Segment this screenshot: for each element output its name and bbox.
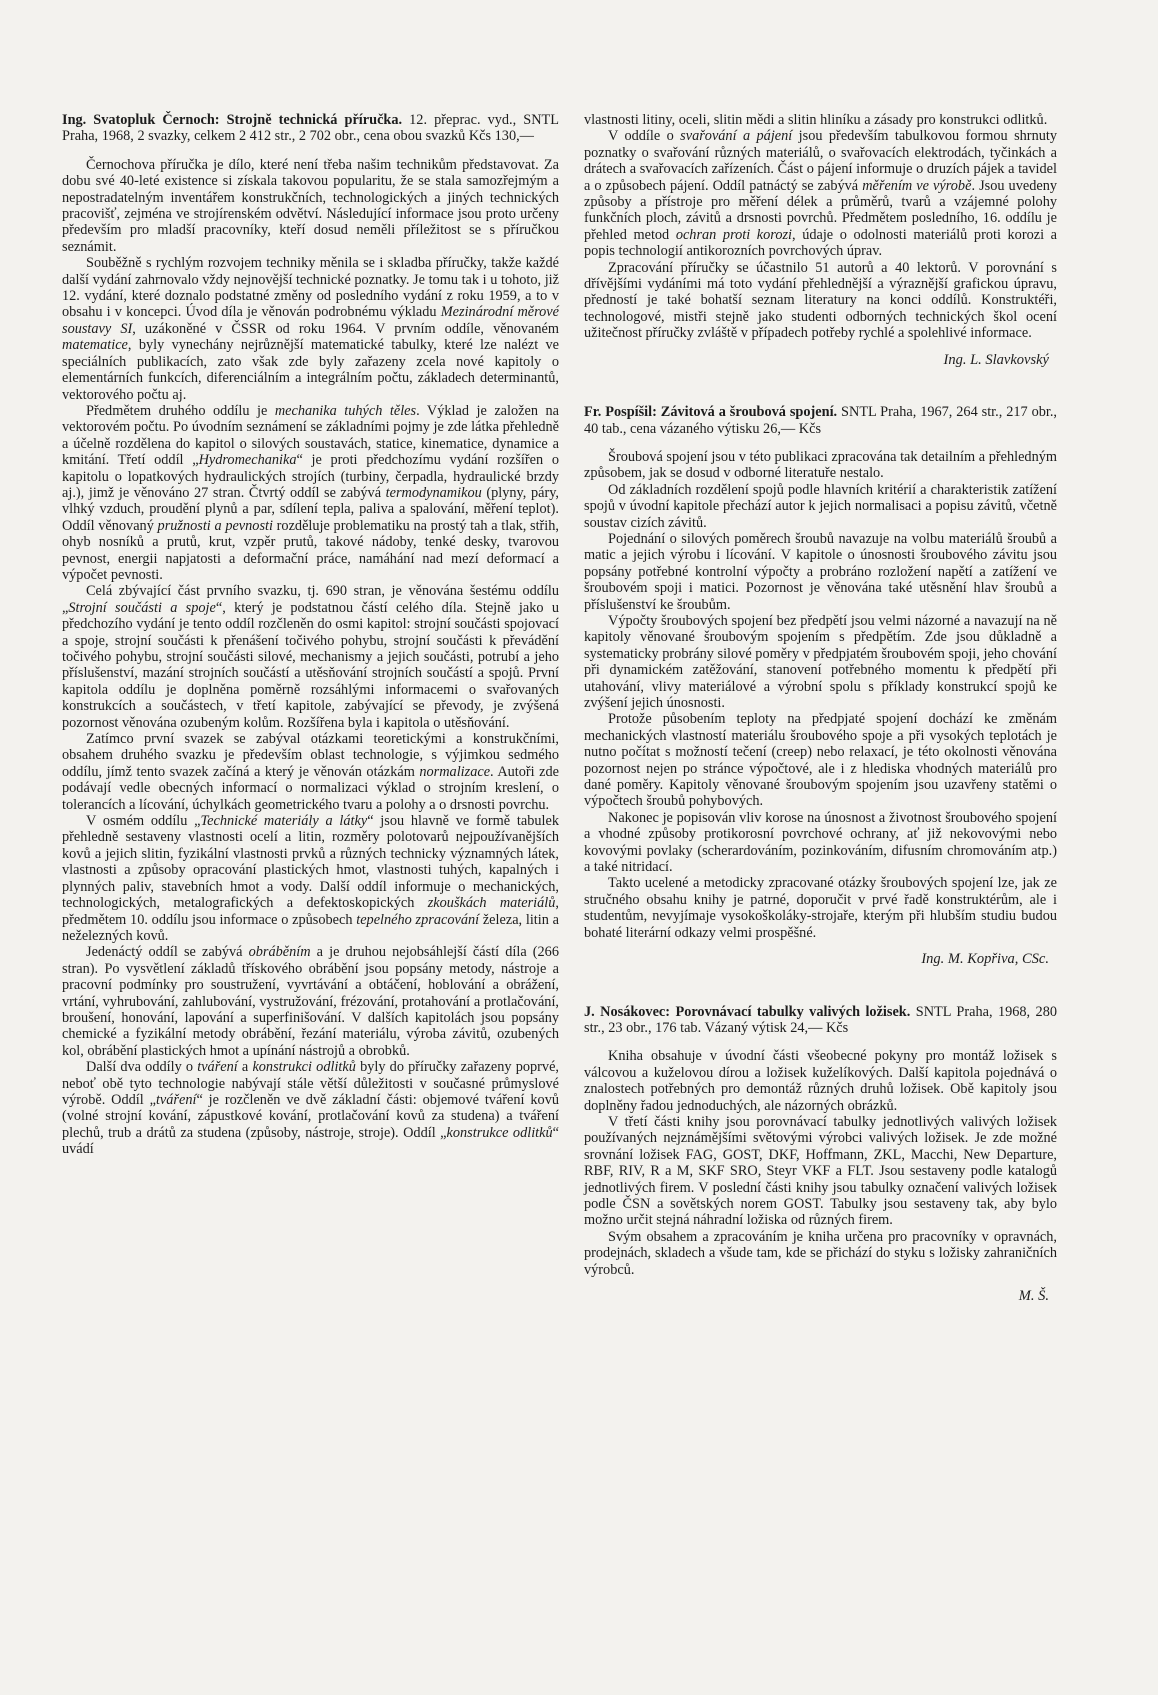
- review3-paragraph-2: V třetí části knihy jsou porovnávací tabulky jednotlivých valivých ložisek používaných nejznámějšími světovými výrobci valivých ložisek. Je zde možné srovnání ložisek FAG, GOST, DKF, Hoffmann, ZKL, Macchi, New Departure, RBF, RIV, R a M, SKF SRO, Steyr VKF a FLT. Jsou sestaveny podle katalogů jednotlivých firem. V poslední části knihy jsou tabulky označení valivých ložisek podle ČSN a sovětských norem GOST. Tabulky jsou sestaveny tak, aby bylo možno určit stejná náhradní ložiska od různých firem.: [584, 1113, 1057, 1229]
- review1-paragraph-1: Černochova příručka je dílo, které není třeba našim technikům představovat. Za dobu své 40-leté existence si získala takovou popularitu, že se stala samozřejmým a nepostradatelným inventářem konstrukčních, technologických a jiných technických pracovišť, zejména ve strojírenském odvětví. Následující informace jsou proto určeny především pro mladší pracovníky, kteří dosud neměli příležitost se s příručkou seznámit.: [62, 156, 559, 255]
- review1-heading-details: 12. přeprac. vyd., SNTL Praha, 1968, 2 svazky, celkem 2 412 str., 2 702 obr., cena obou svazků Kčs 130,—: [62, 112, 559, 145]
- review2-paragraph-4: Výpočty šroubových spojení bez předpětí jsou velmi názorné a navazují na ně kapitoly věnované šroubovým spojením s předpětím. Zde jsou důkladně a systematicky probrány silové poměry v předpjatém šroubovém spoji, jeho chování při dynamickém zatěžování, stanovení potřebného momentu k předpětí při utahování, vlivy materiálové a výrobní spolu s příklady konstrukcí spojů ke zvýšení jejich únosnosti.: [584, 612, 1057, 711]
- review1-paragraph-4: Celá zbývající část prvního svazku, tj. 690 stran, je věnována šestému oddílu „Strojní součásti a spoje“, který je podstatnou částí celého díla. Stejně jako u předchozího vydání je tento oddíl rozčleněn do osmi kapitol: strojní součásti spojovací a spoje, strojní součásti k přenášení točivého pohybu, strojní součásti k převádění točivého pohybu, strojní součásti silové, mechanismy a jejich součásti, potrubí a jeho příslušenství, mazání strojních součástí a utěsňování strojních součástí a spojů. První kapitola oddílu je doplněna poměrně rozsáhlými informacemi o svařovaných konstrukcích a součástech, v třetí kapitole, zabývající se převody, je zvýšená pozornost věnována ozubeným kolům. Rozšířena byla i kapitola o utěsňování.: [62, 583, 560, 731]
- review2-paragraph-6: Nakonec je popisován vliv korose na únosnost a životnost šroubového spojení a vhodné způsoby protikorosní povrchové ochrany, ať již nekovovými nebo kovovými povlaky (scherardováním, pozinkováním, difusním chromováním atp.) a také nitridací.: [584, 809, 1057, 876]
- review3-heading-title: J. Nosákovec: Porovnávací tabulky valivých ložisek.: [584, 1003, 911, 1020]
- review1-paragraph-3: Předmětem druhého oddílu je mechanika tuhých těles. Výklad je založen na vektorovém počtu. Po úvodním seznámení se základními pojmy je zde látka přehledně a účelně rozdělena do kapitol o silových soustavách, statice, kinematice, dynamice a kmitání. Třetí oddíl „Hydromechanika“ je proti předchozímu vydání rozšířen o kapitolu o lopatkových hydraulických strojích (turbiny, čerpadla, hydraulické brzdy aj.), jimž je věnováno 27 stran. Čtvrtý oddíl se zabývá termodynamikou (plyny, páry, vlhký vzduch, proudění plynů a par, sdílení tepla, paliva a spalování, měření teplot). Oddíl věnovaný pružnosti a pevnosti rozděluje problematiku na prostý tah a tlak, střih, ohyb nosníků a prutů, krut, vzpěr prutů, takové nádoby, tenké desky, tvarovou pevnost, energii napjatosti a deformační práce, namáhání nad mezí deformací a výpočet pevnosti.: [62, 402, 560, 583]
- review2-paragraph-1: Šroubová spojení jsou v této publikaci zpracována tak detailním a přehledným způsobem, jak se dosud v odborné literatuře nestalo.: [584, 448, 1057, 482]
- review1-heading-title: Ing. Svatopluk Černoch: Strojně technická příručka.: [62, 112, 403, 128]
- review2-paragraph-7: Takto ucelené a metodicky zpracované otázky šroubových spojení lze, jak ze stručného obsahu knihy je patrné, doporučit v prvé řadě konstruktérům, ale i studentům, nevyjímaje vysokoškoláky-strojaře, kterým při hlubším studiu budou bohaté literární odkazy velmi prospěšné.: [584, 875, 1057, 941]
- review1-continuation-2: V oddíle o svařování a pájení jsou především tabulkovou formou shrnuty poznatky o svařování různých materiálů, o svařovacích elektrodách, tyčinkách a drátech a svařovacích zařízeních. Část o pájení informuje o druzích pájek a tavidel a o způsobech pájení. Oddíl patnáctý se zabývá měřením ve výrobě. Jsou uvedeny způsoby a přístroje pro měření délek a průměrů, tvarů a vzájemné polohy funkčních ploch, závitů a drsnosti povrchů. Předmětem posledního, 16. oddílu je přehled metod ochran proti korozi, údaje o odolnosti materiálů proti korozi a popis technologií antikorozních povrchových úprav.: [584, 128, 1057, 260]
- review2-heading-details: SNTL Praha, 1967, 264 str., 217 obr., 40 tab., cena vázaného výtisku 26,— Kčs: [584, 404, 1057, 437]
- review1-paragraph-2: Souběžně s rychlým rozvojem techniky měnila se i skladba příručky, takže každé další vydání zahrnovalo vždy nejnovější technické poznatky. Je tomu tak i u tohoto, již 12. vydání, které doznalo podstatné změny od posledního vydání z roku 1959, a to v obsahu i v koncepci. Úvod díla je věnován podrobnému výkladu Mezinárodní měrové soustavy SI, uzákoněné v ČSSR od roku 1964. V prvním oddíle, věnovaném matematice, byly vynechány nejrůznější matematické tabulky, které lze nalézt ve speciálních publikacích, zato však zde byly zařazeny zcela nové kapitoly o elementárních funkcích, diferenciálním a integrálním počtu, základech determinantů, vektorového počtu aj.: [62, 255, 559, 403]
- review3-paragraph-1: Kniha obsahuje v úvodní části všeobecné pokyny pro montáž ložisek s válcovou a kuželovou dírou a ložisek kuželíkových. Další kapitola pojednává o znalostech potřebných pro demontáž různých druhů ložisek. Obě kapitoly jsou doplněny řadou jednoduchých, ale názorných obrázků.: [584, 1048, 1057, 1114]
- review2-signature: Ing. M. Kopřiva, CSc.: [921, 951, 1049, 968]
- review3-signature: M. Š.: [1018, 1288, 1049, 1304]
- review1-signature: Ing. L. Slavkovský: [943, 351, 1049, 368]
- review2-heading: [584, 404, 1057, 437]
- review2-paragraph-2: Od základních rozdělení spojů podle hlavních kritérií a charakteristik zatížení spojů v úvodní kapitole přechází autor k jejich normalisaci a popisu závitů, včetně soustav cizích závitů.: [584, 481, 1057, 531]
- review2-paragraph-5: Protože působením teploty na předpjaté spojení dochází ke změnám mechanických vlastností materiálu šroubového spoje a při vysokých teplotách je nutno počítat s možností tečení (creep) nebo relaxací, je této okolnosti věnována pozornost nejen po stránce výpočtové, ale i z hlediska vhodných materiálů pro dané poměry. Kapitoly věnované šroubovým spojením jsou uzavřeny statěmi o výpočtech šroubů pohybových.: [584, 711, 1057, 810]
- review2-paragraph-3: Pojednání o silových poměrech šroubů navazuje na volbu materiálů šroubů a matic a jejich výrobu i lícování. V kapitole o únosnosti šroubového závitu jsou popsány potřebné kontrolní výpočty a probráno rozložení napětí a zatížení ve šroubovém spoji i matici. Pozornost je věnována také utěsnění hlav šroubů a příslušenství ke šroubům.: [584, 530, 1057, 613]
- left-column: [62, 112, 559, 1158]
- review1-paragraph-7: Jedenáctý oddíl se zabývá obráběním a je druhou nejobsáhlejší částí díla (266 stran). Po vysvětlení základů třískového obrábění jsou popsány metody, nástroje a pracovní podmínky pro soustružení, vyvrtávání a obtáčení, hoblování a obrážení, vrtání, vyhrubování, zahlubování, vystružování, frézování, protahování a protlačování, broušení, honování, lapování a superfinišování. V dalších kapitolách jsou popsány chemické a fyzikální metody obrábění, řezání materiálu, výroba závitů, ozubených kol, obrábění plastických hmot a upínání nástrojů a obrobků.: [62, 944, 559, 1059]
- review3-paragraph-3: Svým obsahem a zpracováním je kniha určena pro pracovníky v opravnách, prodejnách, skladech a všude tam, kde se přichází do styku s ložisky zahraničních výrobců.: [584, 1228, 1057, 1278]
- review3-heading: [584, 1004, 1057, 1037]
- review1-paragraph-6: V osmém oddílu „Technické materiály a látky“ jsou hlavně ve formě tabulek přehledně sestaveny vlastnosti ocelí a litin, rozměry polotovarů nejpoužívanějších kovů a jejich slitin, fyzikální vlastnosti prvků a různých technicky významných látek, vlastnosti a způsoby opracování plastických hmot, vlastnosti tuhých, kapalných i plynných paliv, stavebních hmot a vody. Další oddíl informuje o mechanických, technologických, metalografických a defektoskopických zkouškách materiálů, předmětem 10. oddílu jsou informace o způsobech tepelného zpracování železa, litin a neželezných kovů.: [62, 813, 559, 944]
- review1-continuation-1: vlastnosti litiny, oceli, slitin mědi a slitin hliníku a zásady pro konstrukci odlitků.: [584, 112, 1048, 128]
- review1-continuation-3: Zpracování příručky se účastnilo 51 autorů a 40 lektorů. V porovnání s dřívějšími vydáními má toto vydání přehlednější a výraznější grafickou úpravu, předností je také bohatší seznam literatury na konci oddílů. Konstruktéři, technologové, mistři stejně jako studenti odborných technických škol ocení užitečnost příručky zvláště v případech potřeby rychlé a spolehlivé informace.: [584, 259, 1057, 342]
- review1-paragraph-8: Další dva oddíly o tváření a konstrukci odlitků byly do příručky zařazeny poprvé, neboť obě tyto technologie nabývají stále větší důležitosti v současné průmyslové výrobě. Oddíl „tváření“ je rozčleněn ve dvě základní části: objemové tváření kovů (volné strojní kování, zápustkové kování, protlačování kovů za studena) a tváření plechů, trub a drátů za studena (způsoby, nástroje, stroje). Oddíl „konstrukce odlitků“ uvádí: [62, 1059, 559, 1158]
- review1-heading: [62, 112, 559, 145]
- right-column: [584, 112, 1057, 1304]
- review3-heading-details: SNTL Praha, 1968, 280 str., 23 obr., 176 tab. Vázaný výtisk 24,— Kčs: [584, 1003, 1057, 1036]
- review1-paragraph-5: Zatímco první svazek se zabýval otázkami teoretickými a konstrukčními, obsahem druhého svazku je především oblast technologie, s výjimkou sedmého oddílu, jímž tento svazek začíná a který je věnován otázkám normalizace. Autoři zde podávají vedle obecných informací o normalizaci výklad o strojním kreslení, o tolerancích a lícování, úchylkách geometrického tvaru a polohy a o drsnosti povrchu.: [62, 731, 559, 813]
- review2-heading-title: Fr. Pospíšil: Závitová a šroubová spojení.: [584, 404, 838, 421]
